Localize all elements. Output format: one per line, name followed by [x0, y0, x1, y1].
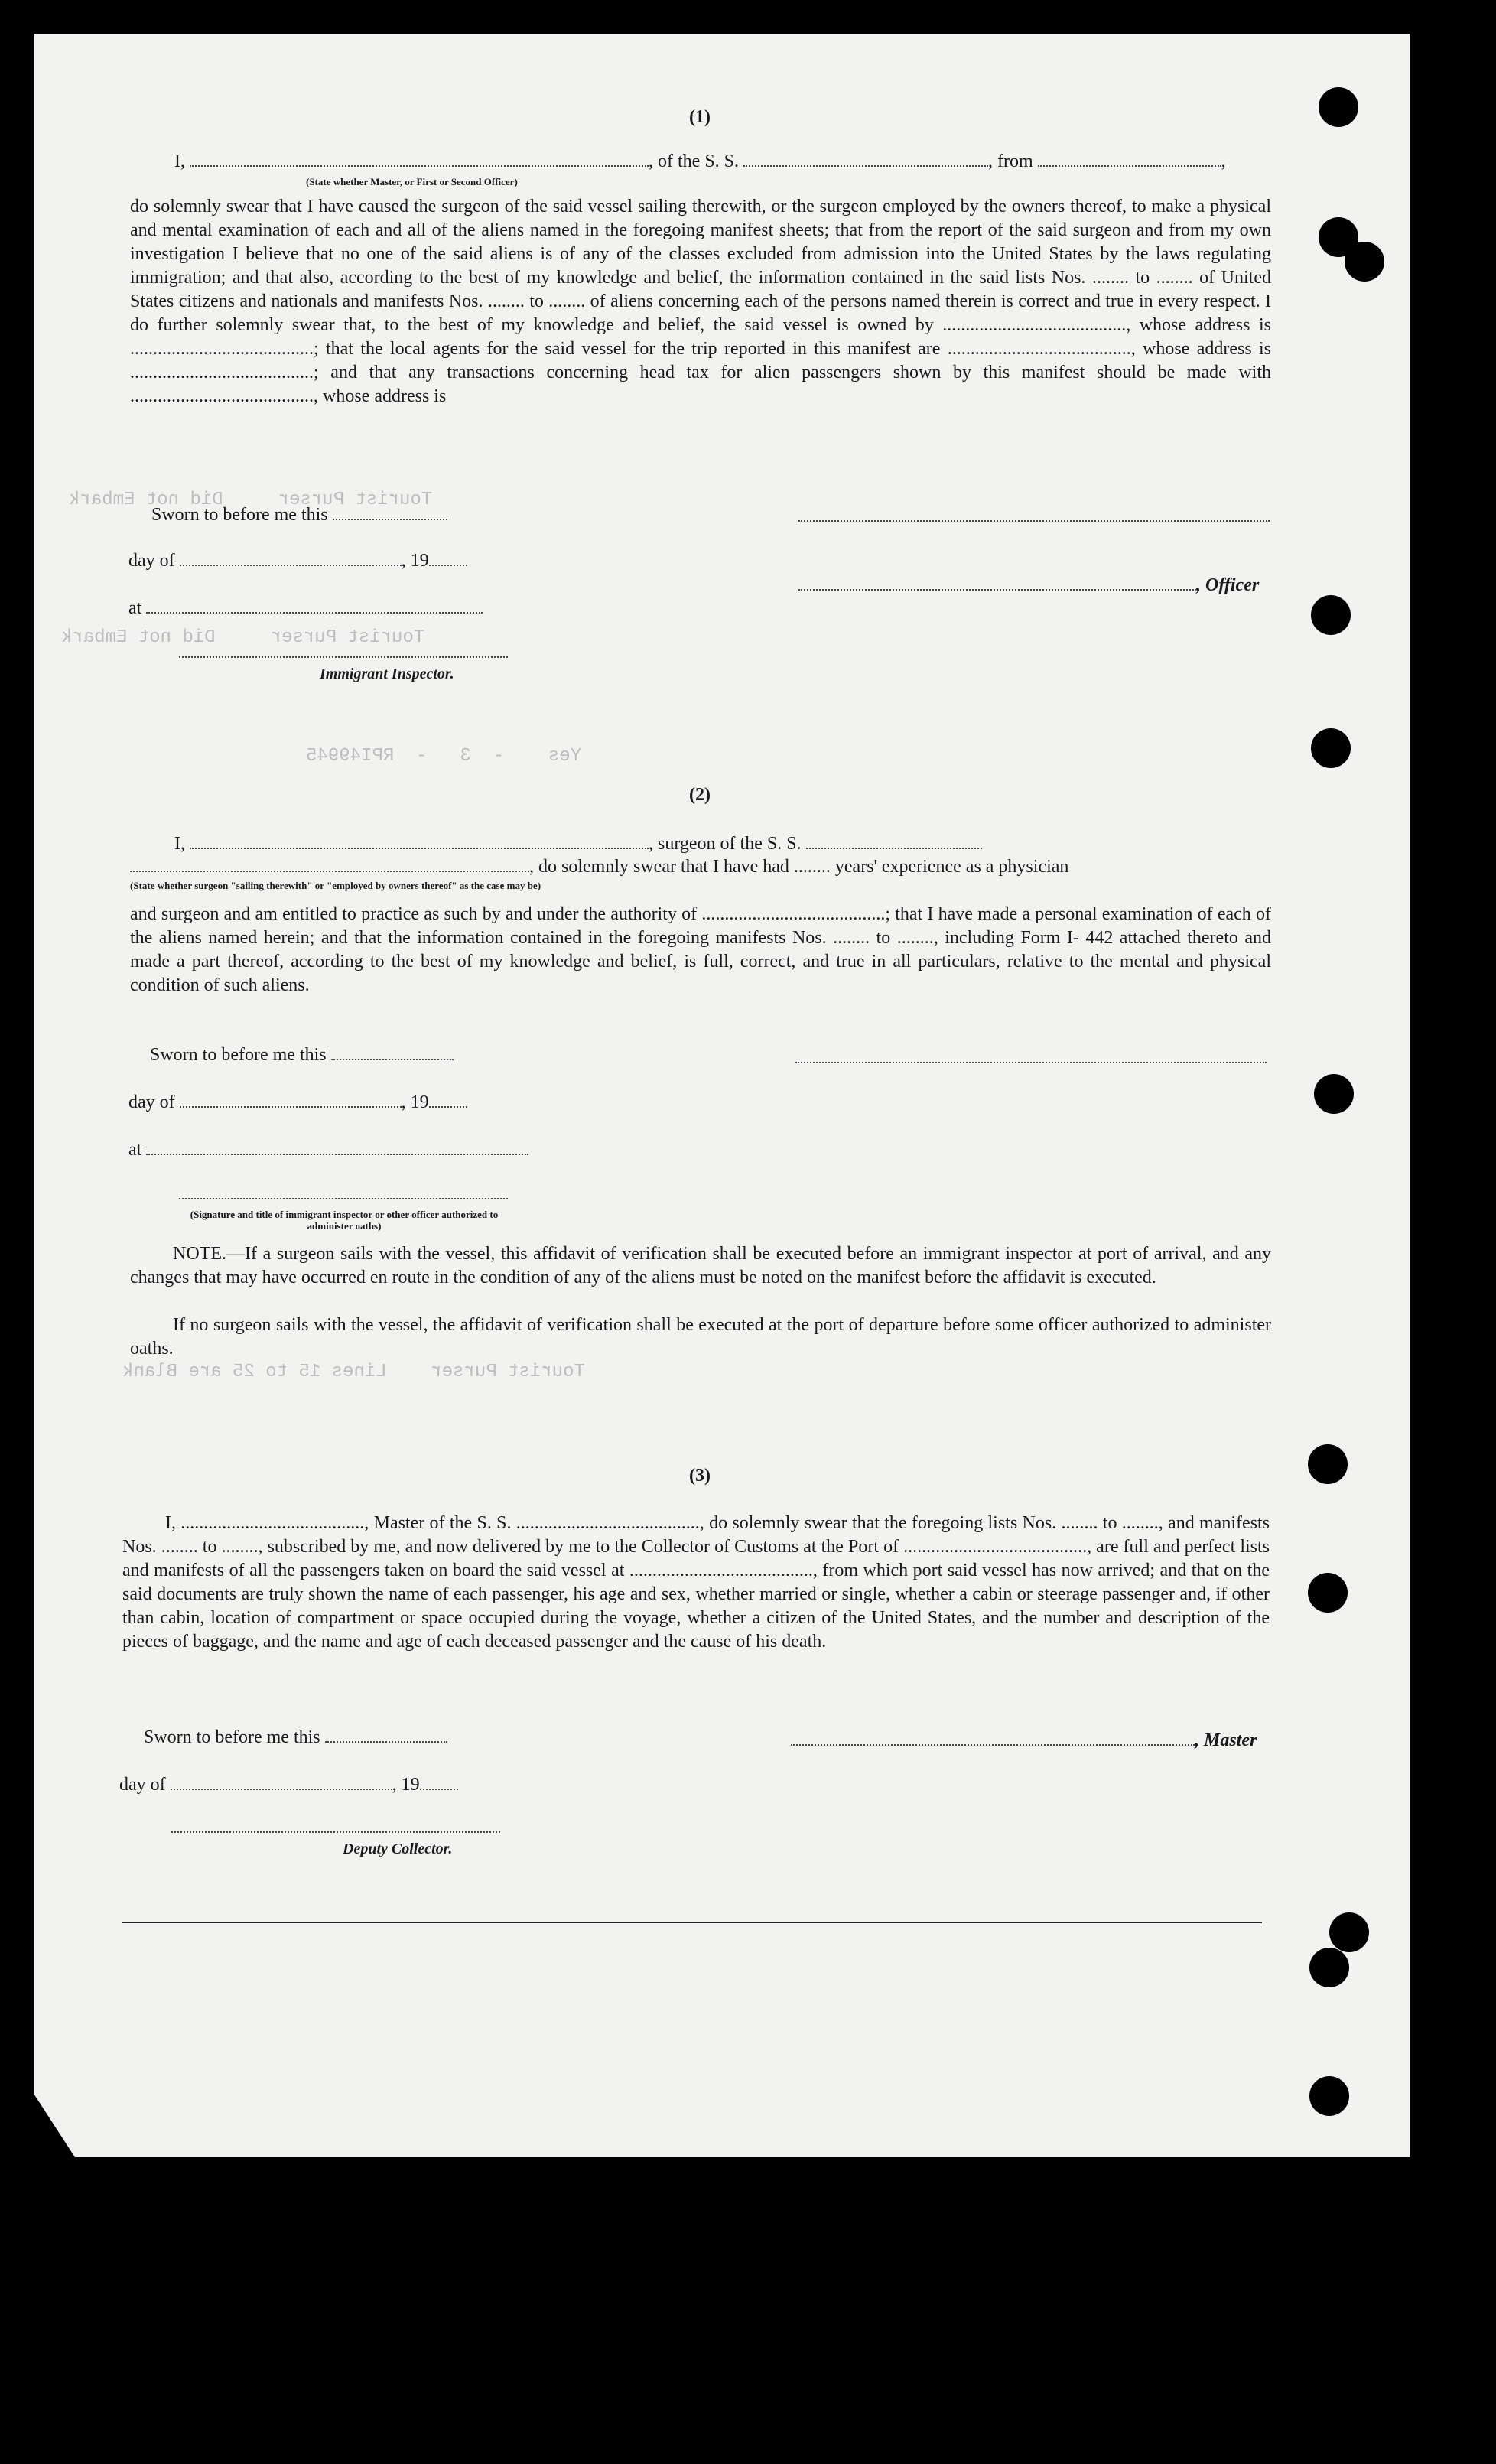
section3-sworn: Sworn to before me this	[144, 1727, 447, 1748]
section1-officer-sig: , Officer	[798, 575, 1259, 596]
binder-hole	[1329, 1912, 1369, 1952]
binder-hole	[1309, 2076, 1349, 2116]
inspector-signature-field-2[interactable]	[179, 1198, 508, 1199]
section2-at: at	[128, 1140, 528, 1160]
section2-sworn: Sworn to before me this	[150, 1045, 454, 1066]
binder-hole	[1314, 1074, 1354, 1114]
surgeon-name-field[interactable]	[190, 848, 649, 849]
section1-of-ss: , of the S. S.	[649, 151, 740, 171]
section1-hint: (State whether Master, or First or Second Officer)	[306, 176, 518, 187]
day-field-2[interactable]	[180, 1106, 402, 1108]
vessel-name-field[interactable]	[743, 165, 988, 167]
year-field[interactable]	[429, 565, 467, 566]
sworn-date-field[interactable]	[333, 519, 447, 520]
section2-sig-line	[179, 1184, 508, 1205]
bleed-through: Tourist Purser Did not Embark	[69, 490, 433, 510]
surgeon-status-field[interactable]	[130, 871, 529, 872]
binder-hole	[1309, 1948, 1349, 1987]
inspector-signature-field[interactable]	[179, 656, 508, 658]
sworn-date-field-3[interactable]	[325, 1741, 447, 1743]
at-place-field[interactable]	[146, 612, 483, 614]
officer-signature-field[interactable]	[798, 520, 1270, 522]
sworn-date-field-2[interactable]	[331, 1059, 454, 1060]
section2-note1: NOTE.—If a surgeon sails with the vessel, this affidavit of verification shall be executed before an immigrant inspector at port of arrival, and any changes that may have occurred en route in the condition of any of the aliens must be noted on the manifest before the affidavit is executed.	[130, 1244, 1271, 1287]
binder-hole	[1345, 242, 1384, 282]
from-port-field[interactable]	[1038, 165, 1221, 167]
bleed-through: Tourist Purser Did not Embark	[61, 627, 425, 648]
section1-day-of: day of , 19	[128, 551, 467, 571]
deputy-signature-field[interactable]	[171, 1831, 500, 1833]
section1-at: at	[128, 598, 483, 619]
surgeon-vessel-field[interactable]	[806, 848, 982, 849]
section1-inspector-line	[179, 643, 508, 663]
section2-line1: I, , surgeon of the S. S.	[174, 834, 982, 854]
surgeon-signature-field[interactable]	[795, 1062, 1267, 1063]
section2-note2: If no surgeon sails with the vessel, the affidavit of verification shall be executed at the port of departure before some officer authorized to administer oaths.	[130, 1315, 1271, 1359]
bleed-through: Yes - 3 - RPI49945	[306, 746, 582, 767]
officer-name-field[interactable]	[190, 165, 649, 167]
section3-master-sig: , Master	[791, 1730, 1257, 1751]
binder-hole	[1311, 595, 1351, 635]
section1-number: (1)	[689, 107, 711, 127]
at-place-field-2[interactable]	[146, 1154, 528, 1155]
section1-line1: I, , of the S. S. , from ,	[174, 151, 1226, 171]
binder-hole	[1308, 1573, 1348, 1613]
section2-surgeon-sig	[795, 1048, 1267, 1069]
section2-number: (2)	[689, 785, 711, 805]
section1-sworn: Sworn to before me this	[151, 505, 447, 526]
section2-body: and surgeon and am entitled to practice as such by and under the authority of ........................................; that I have made a personal examination of each of the aliens named herein; and that the information contained in the foregoing manifests Nos. ........ to ........, including Form I- 442 attached thereto and made a part thereof, according to the best of my knowledge and belief, is full, correct, and true in all particulars, relative to the mental and physical condition of such aliens.	[130, 904, 1271, 995]
day-field-3[interactable]	[171, 1789, 392, 1790]
section3-number: (3)	[689, 1466, 711, 1486]
section3-day-of: day of , 19	[119, 1775, 458, 1795]
section2-sig-hint: (Signature and title of immigrant inspector or other officer authorized to administer oaths)	[190, 1209, 499, 1232]
bottom-rule	[122, 1922, 1262, 1923]
section3-deputy-line	[171, 1818, 500, 1838]
year-field-3[interactable]	[420, 1789, 458, 1790]
master-signature-field[interactable]	[791, 1744, 1195, 1746]
section1-body: do solemnly swear that I have caused the surgeon of the said vessel sailing therewith, or the surgeon employed by the owners thereof, to make a physical and mental examination of each and all of the aliens named in the foregoing manifest sheets; that from the report of the said surgeon and from my own investigation I believe that no one of the said aliens is of any of the classes excluded from admission into the United States by the laws regulating immigration; and that also, according to the best of my knowledge and belief, the information contained in the said lists Nos. ........ to ........ of United States citizens and nationals and manifests Nos. ........ to ........ of aliens concerning each of the persons named therein is correct and true in every respect. I do further solemnly swear that, to the best of my knowledge and belief, the said vessel is owned by ........................................, whose address is ........................................; that the local agents for the said vessel for the trip reported in this manifest are ........................................, whose address is ........................................; and that any transactions concerning head tax for alien passengers shown by this manifest should be made with ........................................, whose address is	[130, 197, 1271, 406]
section2-line2: , do solemnly swear that I have had ........ years' experience as a physician	[130, 857, 1068, 877]
section2-day-of: day of , 19	[128, 1092, 467, 1113]
section3-deputy: Deputy Collector.	[343, 1841, 453, 1857]
day-field[interactable]	[180, 565, 402, 566]
officer-title-field[interactable]	[798, 589, 1196, 591]
section1-inspector: Immigrant Inspector.	[320, 666, 454, 682]
section1-i: I,	[174, 151, 185, 171]
section1-officer-line	[798, 506, 1270, 527]
year-field-2[interactable]	[429, 1106, 467, 1108]
section1-from: , from	[988, 151, 1033, 171]
section3-body: I, ........................................, Master of the S. S. ........................................, do solemnly swear that the foregoing lists Nos. ........ to ........, and manifests Nos. ........ to ........, subscribed by me, and now delivered by me to the Collector of Customs at the Port of ........................................, are full and perfect lists and manifests of all the passengers taken on board the said vessel at ........................................, from which port said vessel has now arrived; and that on the said documents are truly shown the name of each passenger, his age and sex, whether married or single, whether a cabin or steerage passenger and, if other than cabin, location of compartment or space occupied during the voyage, whether a citizen of the United States, and the number and description of the pieces of baggage, and the name and age of each deceased passenger and the cause of his death.	[122, 1513, 1270, 1652]
binder-hole	[1311, 728, 1351, 768]
bleed-through: Tourist Purser Lines 15 to 25 are Blank	[122, 1362, 585, 1382]
section2-hint: (State whether surgeon "sailing therewith" or "employed by owners thereof" as the case may be)	[130, 880, 541, 891]
